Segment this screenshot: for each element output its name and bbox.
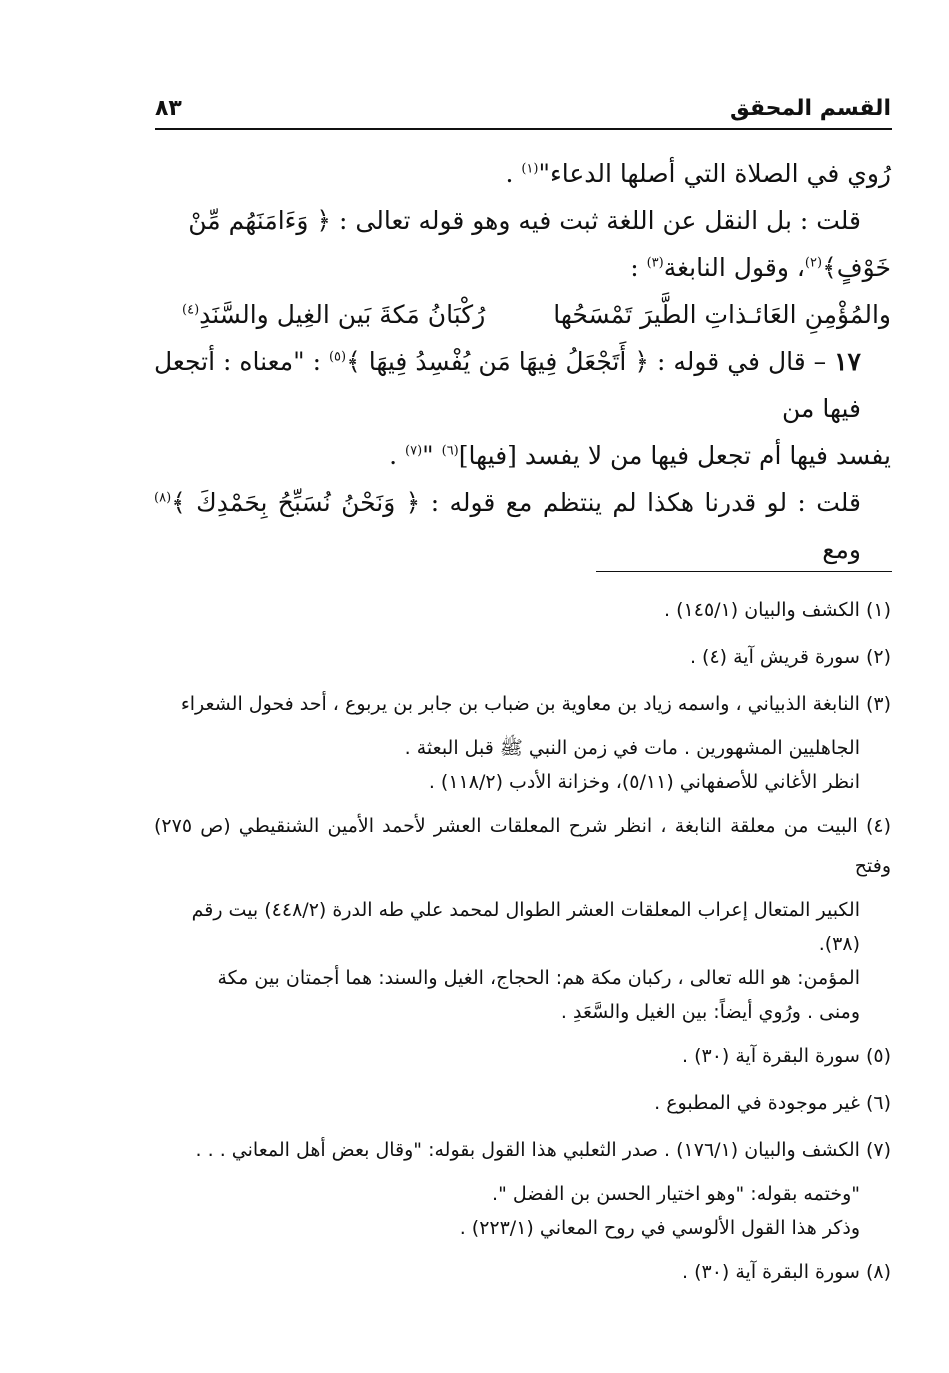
footnote-ref: (٦) <box>441 443 459 459</box>
footnote-4-line-2: الكبير المتعال إعراب المعلقات العشر الطوال لمحمد علي طه الدرة (٤٤٨/٢) بيت رقم (٣٨). <box>191 899 860 955</box>
footnote-ref: (٥) <box>328 349 347 365</box>
paragraph-1: رُوي في الصلاة التي أصلها الدعاء"$^{(١)}$ . <box>505 159 891 188</box>
footnote-divider <box>596 571 892 572</box>
footnote-3-line-2: الجاهليين المشهورين . مات في زمن النبي ﷺ قبل البعثة . <box>404 737 860 759</box>
footnote-6: (٦) غير موجودة في المطبوع . <box>654 1092 891 1114</box>
paragraph-2-cont: خَوْفٍ﴾$^{(٢)}$، وقول النابغة$^{(٣)}$ : <box>630 253 891 282</box>
footnote-2: (٢) سورة قريش آية (٤) . <box>689 646 891 668</box>
footnote-4: (٤) البيت من معلقة النابغة ، انظر شرح المعلقات العشر لأحمد الأمين الشنقيطي (ص ٢٧٥) وفتح <box>154 815 891 877</box>
footnote-3: (٣) النابغة الذبياني ، واسمه زياد بن معاوية بن ضباب بن جابر بن يربوع ، أحد فحول الشعراء <box>180 693 891 715</box>
poetry-verse <box>154 291 891 338</box>
footnotes <box>154 590 891 1299</box>
footnote-4-line-4: ومنى . ورُوي أيضاً: بين الغيل والسَّعَدِ . <box>560 1001 860 1023</box>
footnote-7: (٧) الكشف والبيان (١٧٦/١) . صدر الثعلبي هذا القول بقوله: "وقال بعض أهل المعاني . . . <box>195 1139 891 1161</box>
footnote-ref: (١) <box>521 161 539 177</box>
verse-second-hemistich: رُكْبَانُ مَكةَ بَين الغِيل والسَّنَدِ$^{(٤)}$ <box>182 300 486 329</box>
verse-first-hemistich: والمُؤْمِنِ العَائـذاتِ الطَّيرَ تَمْسَحُها <box>553 300 891 329</box>
footnote-8: (٨) سورة البقرة آية (٣٠) . <box>681 1261 891 1283</box>
running-header-title: القسم المحقق <box>729 96 891 121</box>
paragraph-3: ١٧ – قال في قوله : ﴿ أَتَجْعَلُ فِيهَا مَن يُفْسِدُ فِيهَا ﴾$^{(٥)}$ : "معناه : أتجعل فيها من <box>154 347 861 423</box>
footnote-4-line-3: المؤمن: هو الله تعالى ، ركبان مكة هم: الحجاج، الغيل والسند: هما أجمتان بين مكة <box>217 967 860 989</box>
footnote-ref: (٤) <box>182 302 200 318</box>
paragraph-4: قلت : لو قدرنا هكذا لم ينتظم مع قوله : ﴿ وَنَحْنُ نُسَبِّحُ بِحَمْدِكَ ﴾$^{(٨)}$ ومع <box>154 488 861 564</box>
footnote-7-line-3: وذكر هذا القول الألوسي في روح المعاني (٢٢٣/١) . <box>459 1217 860 1239</box>
footnote-7-line-2: "وختمه بقوله: "وهو اختيار الحسن بن الفضل ". <box>492 1183 860 1205</box>
footnote-ref: (٨) <box>154 490 172 506</box>
footnote-1: (١) الكشف والبيان (١٤٥/١) . <box>664 599 891 621</box>
footnote-3-line-3: انظر الأغاني للأصفهاني (٥/١١)، وخزانة الأدب (١١٨/٢) . <box>428 771 860 793</box>
footnote-ref: (٢) <box>804 255 823 271</box>
footnote-ref: (٣) <box>646 255 664 271</box>
footnote-ref: (٧) <box>405 443 423 459</box>
main-text <box>154 150 891 573</box>
header-divider <box>155 128 892 130</box>
page-number: ٨٣ <box>155 96 182 121</box>
entry-number: ١٧ <box>834 347 861 376</box>
paragraph-2: قلت : بل النقل عن اللغة ثبت فيه وهو قوله تعالى : ﴿ وَءَامَنَهُم مِّنْ <box>188 206 861 235</box>
paragraph-3-cont: يفسد فيها أم تجعل فيها من لا يفسد [فيها]$^{(٦)}$ "$^{(٧)}$ . <box>389 441 891 470</box>
footnote-5: (٥) سورة البقرة آية (٣٠) . <box>681 1045 891 1067</box>
